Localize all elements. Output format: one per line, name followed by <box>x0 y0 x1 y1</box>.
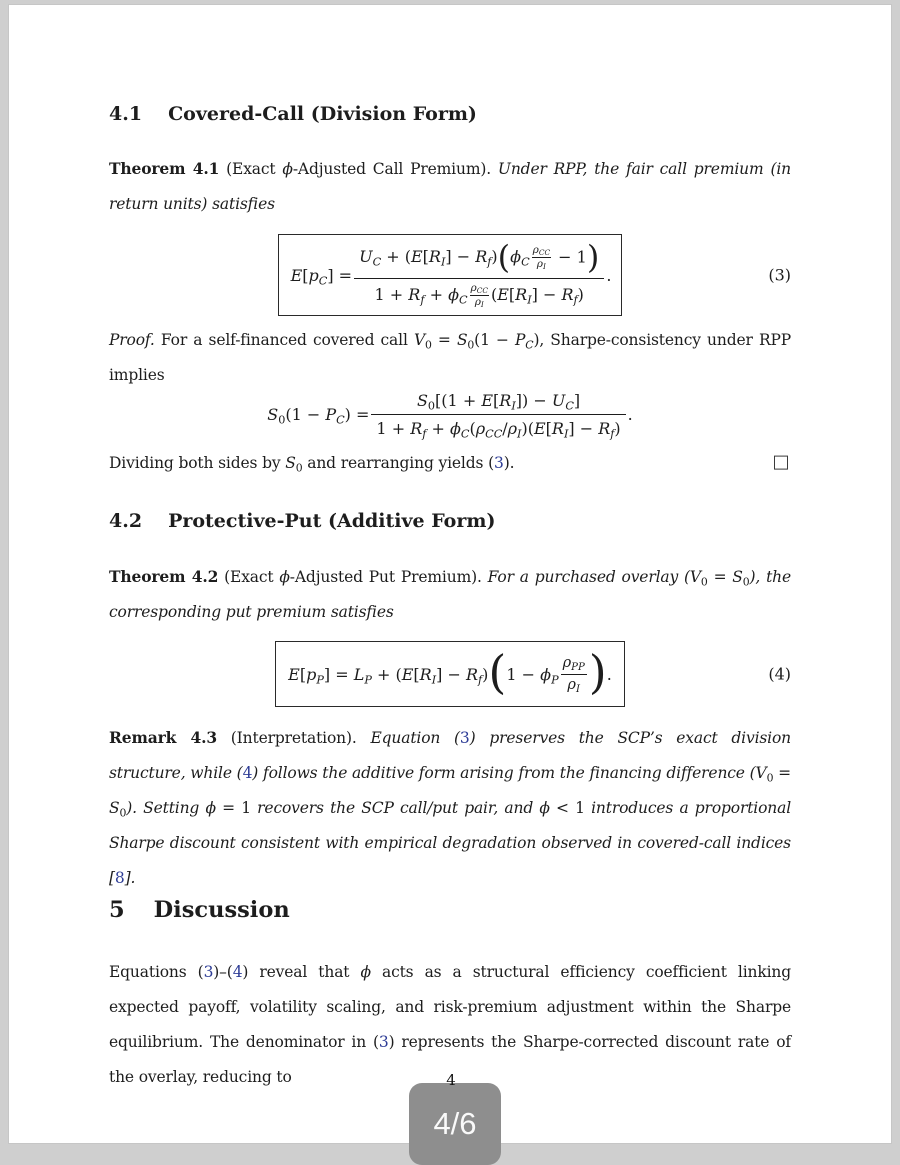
italic-text: ]. <box>124 869 136 887</box>
text: (Exact <box>218 568 280 586</box>
eq3-rho-ratio-den: $\rho_{CC}$ $\rho_I$ <box>470 281 488 310</box>
proof-eq-period: . <box>627 404 633 424</box>
inline-math: ϕ <box>279 568 290 586</box>
inline-math: ϕ = 1 <box>205 799 251 817</box>
eq3-rho-ratio-num: $\rho_{CC}$ $\rho_I$ <box>532 244 551 272</box>
italic-text: Equation ( <box>370 729 460 747</box>
section-number: 5 <box>109 897 125 923</box>
text: and rearranging yields ( <box>302 454 494 472</box>
theorem-4-2-paragraph <box>109 559 791 630</box>
ref-link[interactable]: 4 <box>242 764 253 782</box>
text: For a self-financed covered call <box>154 331 414 349</box>
big-paren-open: ( <box>488 645 507 699</box>
inline-math: ϕ <box>360 963 371 981</box>
eq3-period: . <box>606 265 612 285</box>
inline-math: $S_0$ <box>285 454 303 475</box>
ref-link[interactable]: 4 <box>232 963 243 981</box>
text: acts as a structural efficiency coefficient linking expected payoff, volatility scaling, and risk-premium adjustment within the Sharpe equilibrium. The denominator in ( <box>109 963 791 1051</box>
text: -Adjusted Put Premium). <box>289 568 488 586</box>
eq3-denominator-right: $(E[R_I] - R_f)$ <box>490 285 584 307</box>
ref-link[interactable]: 3 <box>378 1033 389 1051</box>
proof-eq-lhs: $S_0(1 - P_C)$ = <box>267 404 370 426</box>
page-indicator-label: 4/6 <box>433 1106 477 1141</box>
eq3-lhs: $E[p_C]$ = <box>290 265 353 287</box>
eq4-period: . <box>606 664 612 684</box>
big-paren-close: ) <box>588 645 607 699</box>
italic-text: ) follows the additive form arising from the financing difference ( <box>252 764 756 782</box>
inline-math: $V_0 = S_0$ <box>109 764 791 820</box>
section-number: 4.2 <box>109 510 143 532</box>
ref-link[interactable]: 3 <box>459 729 470 747</box>
text: ). <box>503 454 515 472</box>
eq4-inner: $1 - \phi_P$ <box>506 664 559 686</box>
italic-text: ) preserves the SCP’s exact division structure, while ( <box>109 729 792 782</box>
eq3-numerator-left: $U_C + (E[R_I] - R_f)$ <box>359 247 498 269</box>
italic-text: Under RPP, the fair call premium (in return units) satisfies <box>109 160 791 213</box>
equation-4-box <box>275 641 625 707</box>
remark-4-3-paragraph <box>109 720 791 896</box>
italic-text: For a purchased overlay ( <box>487 568 690 586</box>
proof-eq-fraction: $\frac{S_0[(1 + E[R_I]) - U_C]}{1 + R_f + \phi_C(\rho_{CC}/\rho_I)(E[R_I] - R_f)}$ <box>371 391 625 438</box>
printed-page-number: 4 <box>446 1071 456 1089</box>
equation-3-number: (3) <box>768 265 791 285</box>
equation-3-row <box>109 236 791 314</box>
eq4-lhs: $E[p_P] = L_P + (E[R_I] - R_f)$ <box>288 664 489 686</box>
proof-paragraph <box>109 323 791 393</box>
section-5-heading <box>109 897 791 923</box>
text: -Adjusted Call Premium). <box>292 160 498 178</box>
bold-text: Remark 4.3 <box>109 728 217 747</box>
text: Dividing both sides by <box>109 454 286 472</box>
eq3-fraction <box>354 237 604 310</box>
inline-math: ϕ < 1 <box>539 799 585 817</box>
ref-link[interactable]: 8 <box>114 869 125 887</box>
ref-link[interactable]: 3 <box>203 963 214 981</box>
equation-4-row <box>109 641 791 707</box>
inline-math: $V_0 = S_0$ <box>689 568 750 589</box>
eq3-denominator-left: $1 + R_f + \phi_C$ <box>374 285 468 307</box>
big-paren-close: ) <box>586 237 600 276</box>
page-indicator-badge <box>409 1083 501 1165</box>
section-4-1-heading <box>109 103 791 125</box>
italic-text: ), the corresponding put premium satisfies <box>109 568 792 621</box>
eq3-phi: $\phi_C$ <box>510 247 530 269</box>
proof-equation-row <box>109 384 791 444</box>
qed-box-icon <box>774 455 788 469</box>
section-4-2-heading <box>109 510 791 532</box>
inline-math: ϕ <box>282 160 293 178</box>
bold-text: Theorem 4.2 <box>109 567 219 586</box>
text: )–( <box>213 963 233 981</box>
pdf-page <box>8 4 892 1144</box>
inline-math: $V_0 = S_0(1 - P_C)$ <box>413 331 540 352</box>
text: , Sharpe-consistency under RPP implies <box>109 331 792 384</box>
section-title: Covered-Call (Division Form) <box>168 103 477 125</box>
equation-3-box <box>278 234 623 316</box>
italic-text: recovers the SCP call/put pair, and <box>250 799 540 817</box>
equation-4-number: (4) <box>768 664 791 684</box>
text: Equations ( <box>109 963 204 981</box>
section-number: 4.1 <box>109 103 143 125</box>
text: ) represents the Sharpe-corrected discount rate of the overlay, reducing to <box>109 1033 791 1086</box>
big-paren-open: ( <box>497 237 511 276</box>
ref-link[interactable]: 3 <box>494 454 504 472</box>
theorem-4-1-paragraph <box>109 151 791 222</box>
section-title: Protective-Put (Additive Form) <box>168 510 496 532</box>
text: ) reveal that <box>242 963 361 981</box>
italic-text: Proof. <box>109 331 155 349</box>
italic-text: ). Setting <box>126 799 206 817</box>
proof-closing-line <box>109 446 791 481</box>
eq3-numerator-right: − 1 <box>558 247 587 267</box>
section-title: Discussion <box>153 897 290 923</box>
eq4-rho-ratio: $\rho_{PP}$ $\rho_I$ <box>562 654 585 695</box>
italic-text: introduces a proportional Sharpe discount consistent with empirical degradation observed in covered-call indices [ <box>109 799 792 887</box>
text: (Interpretation). <box>216 729 371 747</box>
proof-closing-text <box>109 454 515 475</box>
bold-text: Theorem 4.1 <box>109 159 220 178</box>
text: (Exact <box>219 160 283 178</box>
